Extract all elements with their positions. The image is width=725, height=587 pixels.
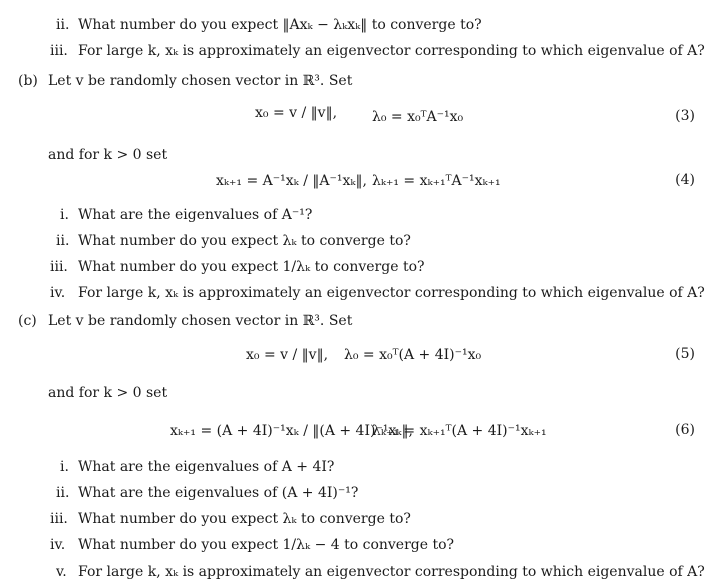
equation-6-lambda: λₖ₊₁ = xₖ₊₁ᵀ(A + 4I)⁻¹xₖ₊₁ bbox=[372, 423, 547, 439]
question-b-ii-text: What number do you expect λₖ to converge to? bbox=[78, 233, 411, 249]
equation-number-6: (6) bbox=[675, 422, 695, 438]
question-a-ii-text: What number do you expect ‖Axₖ − λₖxₖ‖ to converge to? bbox=[78, 17, 482, 33]
equation-number-4: (4) bbox=[675, 172, 695, 188]
question-b-iv: iv. bbox=[50, 285, 66, 301]
question-c-ii-text: What are the eigenvalues of (A + 4I)⁻¹? bbox=[78, 485, 359, 501]
equation-number-5: (5) bbox=[675, 346, 695, 362]
question-a-iii-text: For large k, xₖ is approximately an eigenvector corresponding to which eigenvalue of A? bbox=[78, 43, 705, 59]
question-b-i-text: What are the eigenvalues of A⁻¹? bbox=[78, 207, 313, 223]
question-b-iii: iii. bbox=[50, 259, 68, 275]
equation-5-x0: x₀ = v / ‖v‖, bbox=[246, 347, 329, 363]
equation-3-x0: x₀ = v / ‖v‖, bbox=[255, 105, 338, 121]
question-c-ii: ii. bbox=[56, 485, 70, 501]
question-b-iii-text: What number do you expect 1/λₖ to converge to? bbox=[78, 259, 425, 275]
part-c-label: (c) bbox=[18, 313, 37, 329]
question-b-iv-text: For large k, xₖ is approximately an eigenvector corresponding to which eigenvalue of A? bbox=[78, 285, 705, 301]
equation-number-3: (3) bbox=[675, 108, 695, 124]
question-b-ii: ii. bbox=[56, 233, 70, 249]
part-b-and-set: and for k > 0 set bbox=[48, 147, 168, 163]
equation-5-lambda: λ₀ = x₀ᵀ(A + 4I)⁻¹x₀ bbox=[344, 347, 482, 363]
question-a-ii: ii. bbox=[56, 17, 70, 33]
question-c-iv: iv. bbox=[50, 537, 66, 553]
question-a-iii: iii. bbox=[50, 43, 68, 59]
part-c-and-set: and for k > 0 set bbox=[48, 385, 168, 401]
part-b-intro: Let v be randomly chosen vector in ℝ³. Set bbox=[48, 73, 353, 89]
part-b-label: (b) bbox=[18, 73, 38, 89]
question-c-v: v. bbox=[56, 564, 67, 580]
question-c-iv-text: What number do you expect 1/λₖ − 4 to converge to? bbox=[78, 537, 455, 553]
question-c-v-text: For large k, xₖ is approximately an eigenvector corresponding to which eigenvalue of A? bbox=[78, 564, 705, 580]
equation-3-lambda: λ₀ = x₀ᵀA⁻¹x₀ bbox=[372, 109, 464, 125]
equation-6-x: xₖ₊₁ = (A + 4I)⁻¹xₖ / ‖(A + 4I)⁻¹xₖ‖, bbox=[170, 423, 413, 439]
question-c-i: i. bbox=[60, 459, 69, 475]
question-b-i: i. bbox=[60, 207, 69, 223]
equation-4-lambda: λₖ₊₁ = xₖ₊₁ᵀA⁻¹xₖ₊₁ bbox=[372, 173, 501, 189]
part-c-intro: Let v be randomly chosen vector in ℝ³. Set bbox=[48, 313, 353, 329]
question-c-iii: iii. bbox=[50, 511, 68, 527]
equation-4-x: xₖ₊₁ = A⁻¹xₖ / ‖A⁻¹xₖ‖, bbox=[216, 173, 367, 189]
question-c-i-text: What are the eigenvalues of A + 4I? bbox=[78, 459, 335, 475]
question-c-iii-text: What number do you expect λₖ to converge to? bbox=[78, 511, 411, 527]
